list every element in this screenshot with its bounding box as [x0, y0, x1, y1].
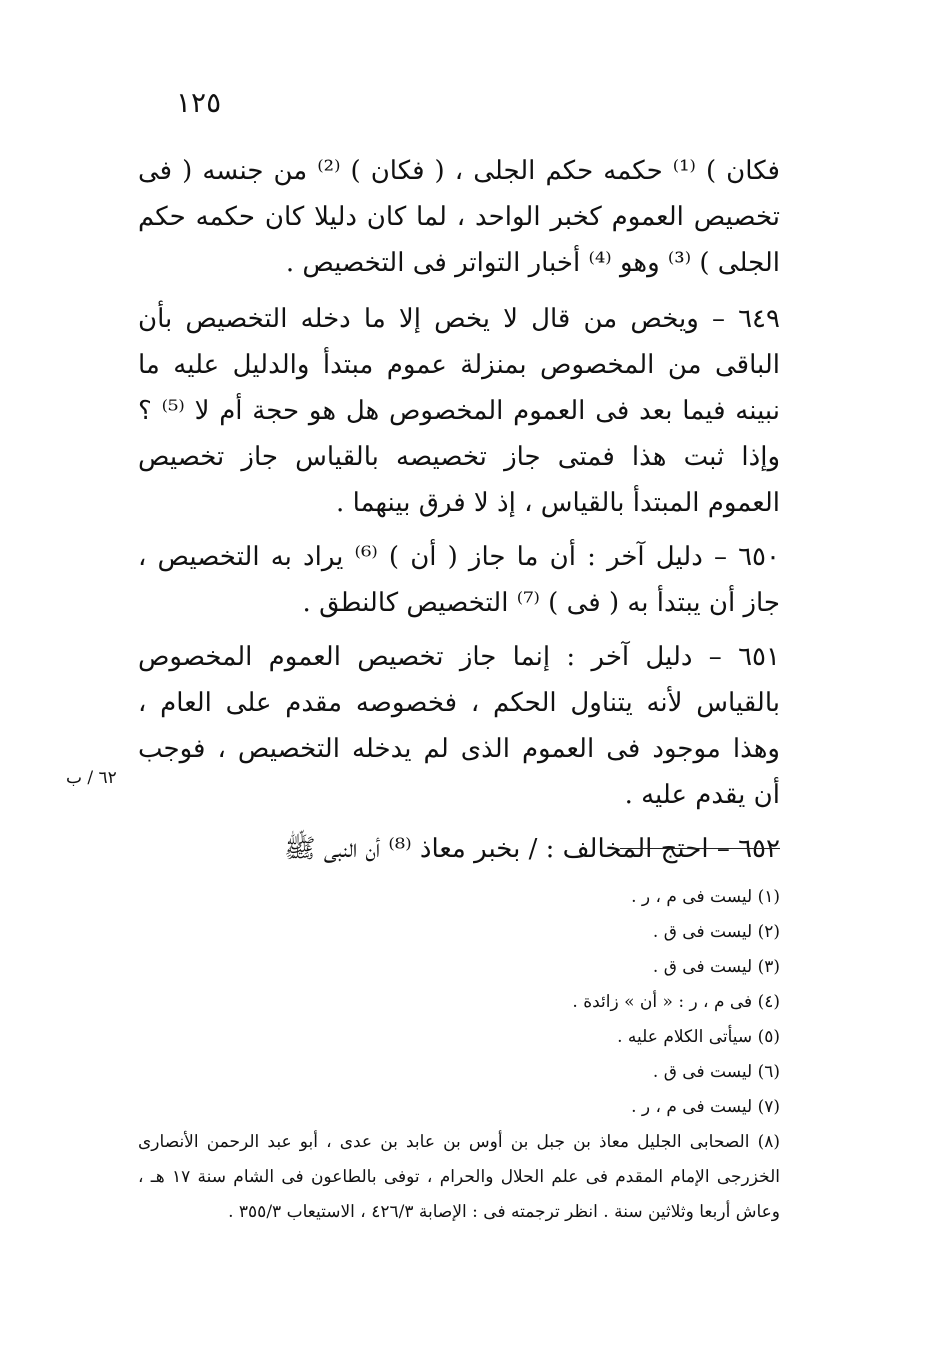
footnote-divider [620, 848, 780, 849]
footnote-3: (٣) ليست فى ق . [652, 957, 780, 977]
manuscript-folio-reference: ٦٢ / ب [66, 768, 117, 788]
footnote-7: (٧) ليست فى م ، ر . [631, 1097, 780, 1117]
paragraph-1: فكان ) ⁽¹⁾ حكمه حكم الجلى ، ( فكان ) ⁽²⁾ من جنسه ( فى تخصيص العموم كخبر الواحد ، لما كان دليلا كان حكمه حكم الجلى ) ⁽³⁾ وهو ⁽⁴⁾ أخبار التواتر فى التخصيص . [138, 156, 780, 278]
footnote-1: (١) ليست فى م ، ر . [631, 887, 780, 907]
footnote-2: (٢) ليست فى ق . [652, 922, 780, 942]
page-number: ١٢٥ [176, 86, 222, 119]
footnote-8: (٨) الصحابى الجليل معاذ بن جبل بن أوس بن عابد بن عدى ، أبو عبد الرحمن الأنصارى الخزرجى الإمام المقدم فى علم الحلال والحرام ، توفى بالطاعون فى الشام سنة ١٧ هـ ، وعاش أربعا وثلاثين سنة . انظر ترجمته فى : الإصابة ٤٢٦/٣ ، الاستيعاب ٣٥٥/٣ . [138, 1132, 780, 1222]
footnote-6: (٦) ليست فى ق . [652, 1062, 780, 1082]
footnotes [138, 880, 780, 1230]
footnote-5: (٥) سيأتى الكلام عليه . [617, 1027, 780, 1047]
paragraph-650: ٦٥٠ – دليل آخر : أن ما جاز ( أن ) ⁽⁶⁾ يراد به التخصيص ، جاز أن يبتدأ به ( فى ) ⁽⁷⁾ التخصيص كالنطق . [138, 542, 780, 618]
main-text [138, 148, 780, 880]
paragraph-652: ٦٥٢ – احتج المخالف : / بخبر معاذ ⁽⁸⁾ أن النبى ﷺ [284, 834, 780, 864]
footnote-4: (٤) فى م ، ر : « أن » زائدة . [572, 992, 780, 1012]
paragraph-649: ٦٤٩ – ويخص من قال لا يخص إلا ما دخله التخصيص بأن الباقى من المخصوص بمنزلة عموم مبتدأ والدليل عليه ما نبينه فيما بعد فى العموم المخصوص هل هو حجة أم لا ⁽⁵⁾ ؟ وإذا ثبت هذا فمتى جاز تخصيصه بالقياس جاز تخصيص العموم المبتدأ بالقياس ، إذ لا فرق بينهما . [138, 304, 781, 518]
paragraph-651: ٦٥١ – دليل آخر : إنما جاز تخصيص العموم المخصوص بالقياس لأنه يتناول الحكم ، فخصوصه مقدم على العام ، وهذا موجود فى العموم الذى لم يدخله التخصيص ، فوجب أن يقدم عليه . [138, 642, 780, 810]
